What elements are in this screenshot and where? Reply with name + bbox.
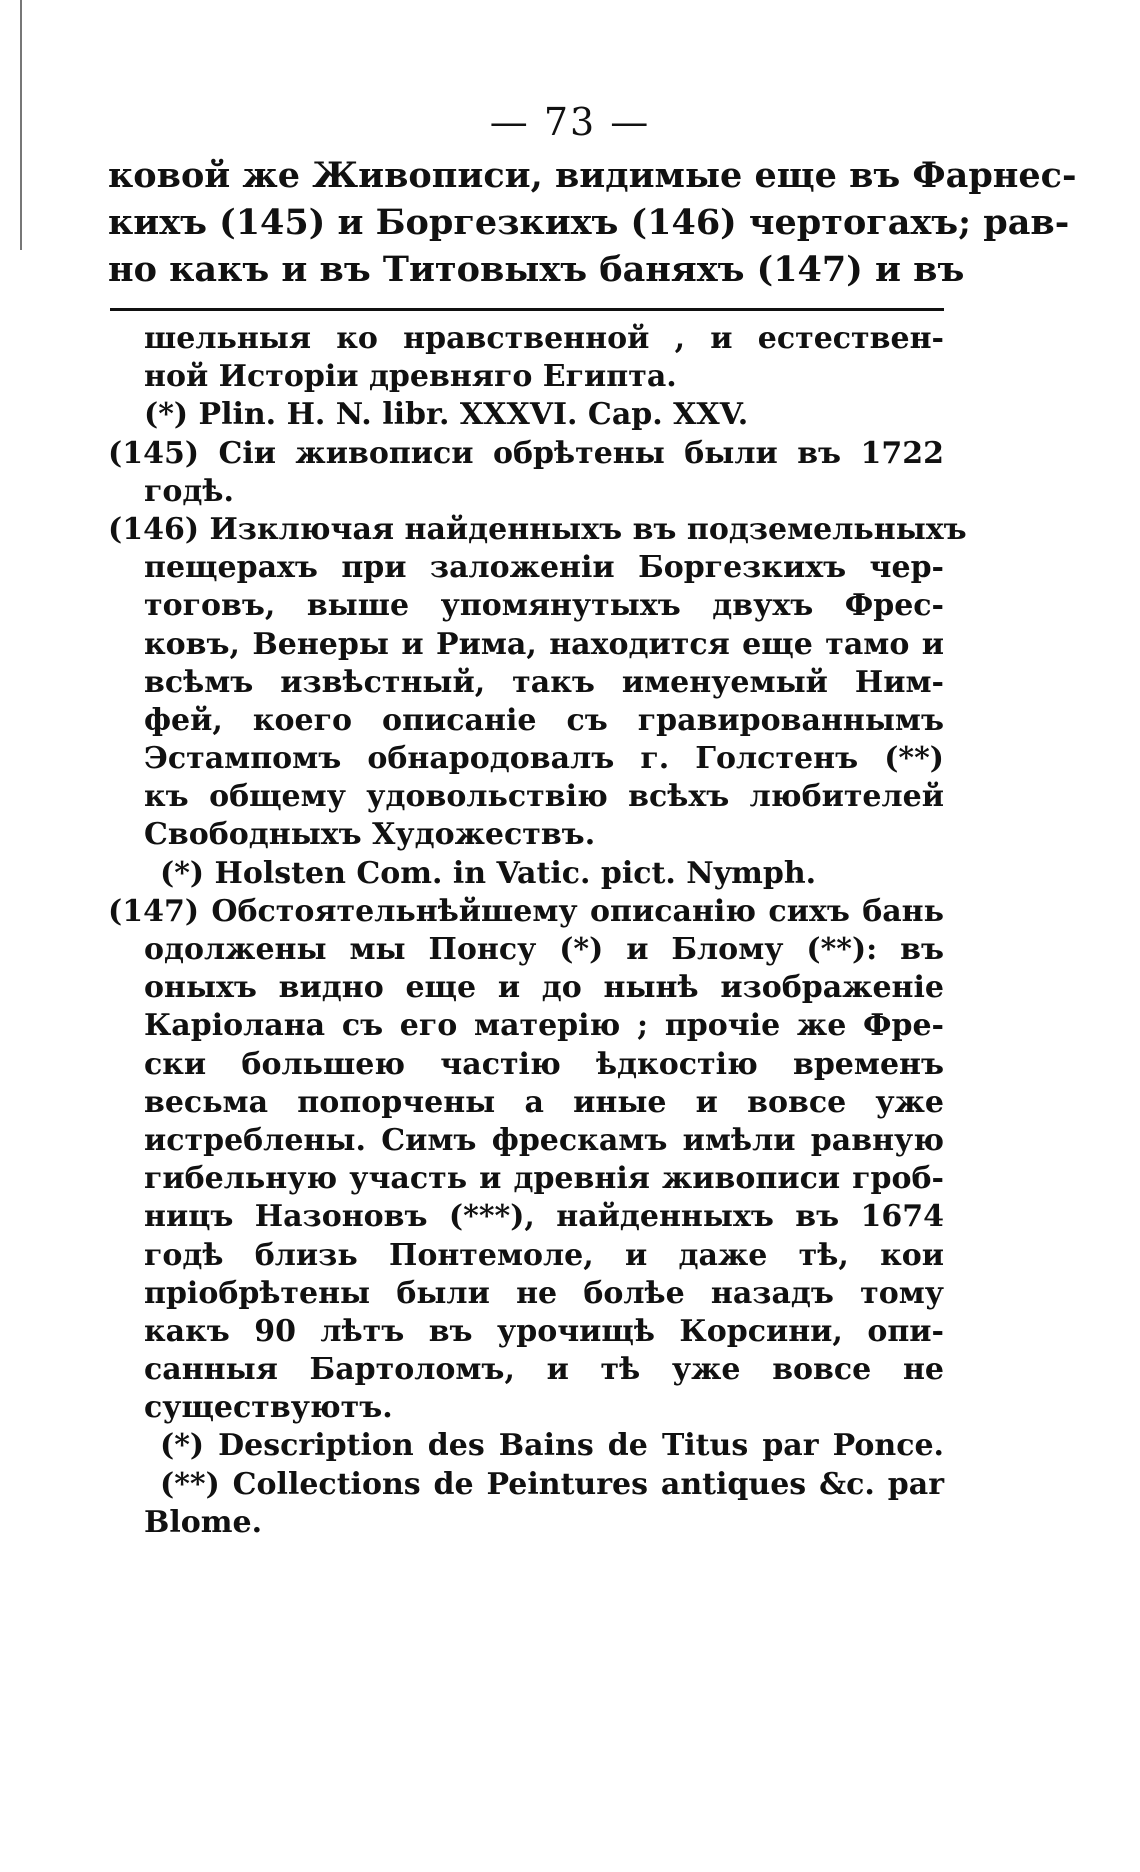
footnote-line: (145) Сіи живописи обрѣтены были въ 1722 bbox=[108, 435, 944, 471]
footnote-line: ной Исторіи древняго Египта. bbox=[144, 359, 677, 395]
footnote-line: существуютъ. bbox=[144, 1390, 393, 1426]
footnote-line: одолжены мы Понсу (*) и Блому (**): въ bbox=[144, 932, 944, 967]
footnote-line: (147) Обстоятельнѣйшему описанію сихъ бань bbox=[108, 893, 944, 929]
footnote-line: пріобрѣтены были не болѣе назадъ тому bbox=[144, 1275, 944, 1311]
footnote-line: (*) Holsten Com. in Vatic. pict. Nymph. bbox=[160, 855, 817, 891]
footnote-line: (**) Collections de Peintures antiques &c. par bbox=[160, 1466, 944, 1502]
main-text-line: кихъ (145) и Боргезкихъ (146) чертогахъ; рав- bbox=[108, 202, 1070, 243]
footnote-separator bbox=[110, 308, 944, 311]
footnote-line: Каріолана съ его матерію ; прочіе же Фре- bbox=[144, 1008, 944, 1044]
footnote-line: истреблены. Симъ фрескамъ имѣли равную bbox=[144, 1122, 944, 1158]
footnote-line: (*) Description des Bains de Titus par Ponce. bbox=[160, 1428, 944, 1464]
footnote-line: ски большею частію ѣдкостію временъ bbox=[144, 1046, 944, 1082]
footnote-line: шельныя ко нравственной , и естествен- bbox=[144, 321, 944, 356]
footnote-line: Blome. bbox=[144, 1504, 263, 1540]
footnote-line: ницъ Назоновъ (***), найденныхъ въ 1674 bbox=[144, 1199, 944, 1235]
main-text bbox=[108, 152, 1077, 293]
footnote-line: (146) Изключая найденныхъ въ подземельныхъ bbox=[108, 511, 967, 547]
footnote-line: Свободныхъ Художествъ. bbox=[144, 817, 596, 853]
footnote-line: тоговъ, выше упомянутыхъ двухъ Фрес- bbox=[144, 588, 944, 624]
footnotes bbox=[108, 320, 967, 1542]
footnote-line: всѣмъ извѣстный, такъ именуемый Ним- bbox=[144, 664, 944, 700]
footnote-line: (*) Plin. H. N. libr. XXXVI. Cap. XXV. bbox=[144, 397, 749, 433]
footnote-line: санныя Бартоломъ, и тѣ уже вовсе не bbox=[144, 1352, 944, 1388]
footnote-line: оныхъ видно еще и до нынѣ изображеніе bbox=[144, 970, 944, 1006]
footnote-line: годѣ. bbox=[144, 473, 234, 509]
footnote-line: фей, коего описаніе съ гравированнымъ bbox=[144, 702, 944, 738]
main-text-line: но какъ и въ Титовыхъ баняхъ (147) и въ bbox=[108, 249, 965, 290]
footnote-line: какъ 90 лѣтъ въ урочищѣ Корсини, опи- bbox=[144, 1313, 944, 1349]
main-text-line: ковой же Живописи, видимые еще въ Фарнес- bbox=[108, 155, 1077, 196]
footnote-line: Эстампомъ обнародовалъ г. Голстенъ (**) bbox=[144, 741, 944, 777]
footnote-line: годѣ близь Понтемоле, и даже тѣ, кои bbox=[144, 1237, 944, 1273]
footnote-line: къ общему удовольствію всѣхъ любителей bbox=[144, 779, 944, 815]
footnote-line: пещерахъ при заложеніи Боргезкихъ чер- bbox=[144, 550, 944, 586]
page-number: — 73 — bbox=[489, 100, 651, 144]
footnote-line: ковъ, Венеры и Рима, находится еще тамо и bbox=[144, 626, 944, 662]
footnote-line: гибельную участь и древнія живописи гроб- bbox=[144, 1161, 944, 1197]
footnote-line: весьма попорчены а иные и вовсе уже bbox=[144, 1084, 944, 1120]
